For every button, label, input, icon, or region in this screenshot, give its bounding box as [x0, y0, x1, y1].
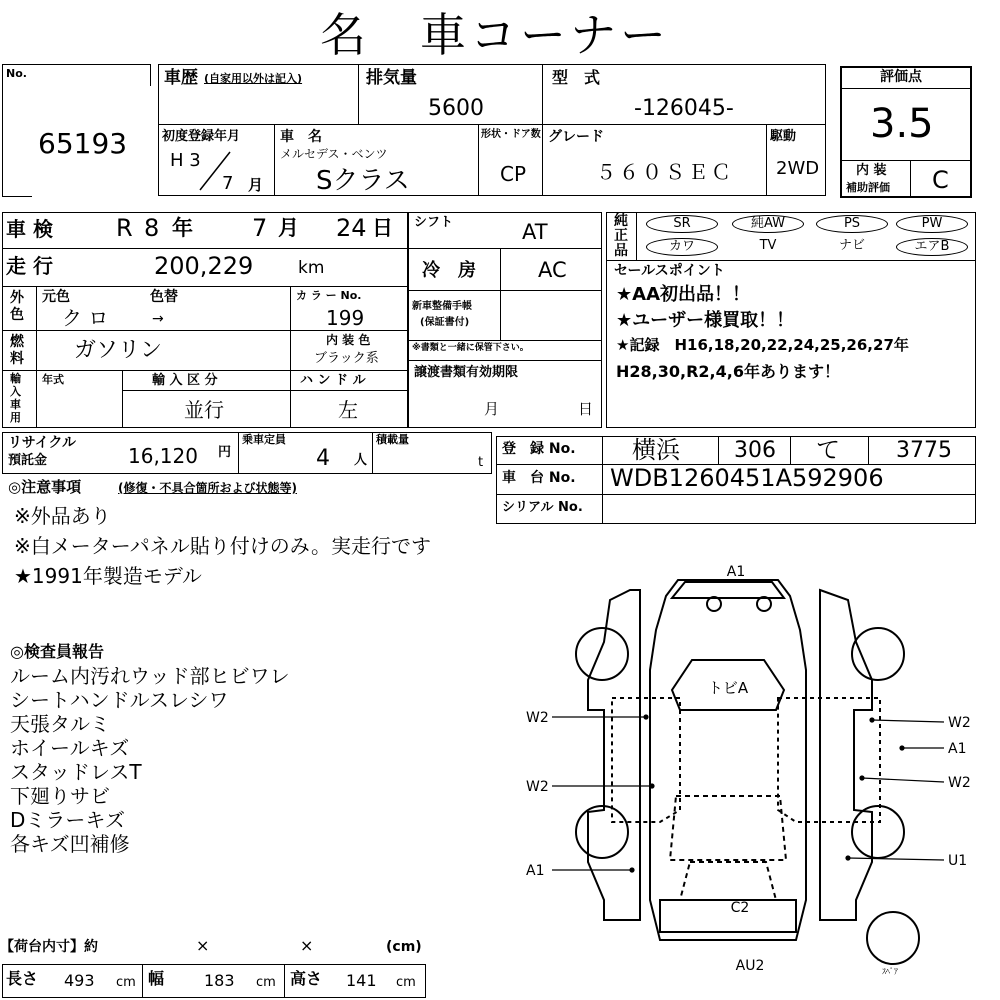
- registration-class: 306: [734, 438, 776, 463]
- grade-label: グレード: [548, 129, 604, 145]
- load-unit: t: [478, 455, 484, 470]
- inspector-line-5: スタッドレスT: [10, 760, 142, 784]
- import-side-label: 輸入車用: [10, 372, 21, 424]
- cargo-label: 【荷台内寸】約: [0, 939, 98, 955]
- inspector-line-6: 下廻りサビ: [10, 784, 110, 808]
- capacity-value: 4: [316, 446, 330, 471]
- equipment-item: SR: [646, 215, 718, 233]
- first-reg-era: H 3: [170, 150, 201, 171]
- handle-label: ハ ン ド ル: [300, 373, 366, 388]
- notes-line-3: ★1991年製造モデル: [14, 564, 202, 588]
- mileage-label: 走 行: [6, 254, 53, 278]
- sales-label: セールスポイント: [614, 263, 725, 279]
- maintenance-note: ※書類と一緒に保管下さい。: [412, 343, 529, 353]
- color-orig-value: ク ロ: [62, 306, 109, 330]
- evaluation-score: 3.5: [870, 101, 934, 147]
- inspector-line-1: ルーム内汚れウッド部ヒビワレ: [10, 664, 290, 688]
- mileage-value: 200,229: [154, 252, 254, 280]
- inspector-line-3: 天張タルミ: [10, 712, 110, 736]
- height-label: 高さ: [290, 969, 323, 988]
- notes-line-2: ※白メーターパネル貼り付けのみ。実走行です: [14, 534, 431, 558]
- shift-value: AT: [522, 220, 548, 244]
- ac-label: 冷 房: [422, 260, 476, 281]
- drive-value: 2WD: [776, 158, 820, 179]
- fuel-value: ガソリン: [74, 338, 163, 363]
- length-value: 493: [64, 971, 95, 990]
- transfer-month: 月: [484, 400, 500, 418]
- first-reg-label: 初度登録年月: [162, 129, 241, 144]
- capacity-unit: 人: [354, 453, 368, 468]
- diagram-a1-r: A1: [948, 741, 967, 757]
- recycle-unit: 円: [218, 445, 232, 460]
- handle-value: 左: [338, 398, 358, 422]
- notes-sub: (修復・不具合箇所および状態等): [118, 481, 297, 495]
- interior-color-value: ブラック系: [314, 351, 379, 366]
- notes-line-1: ※外品あり: [14, 504, 111, 528]
- width-label: 幅: [148, 969, 165, 988]
- registration-city: 横浜: [632, 436, 680, 464]
- color-orig-label: 元色: [42, 289, 70, 305]
- car-name-label: 車 名: [280, 129, 322, 145]
- inspection-era: R: [116, 214, 133, 242]
- first-reg-month-unit: 月: [248, 176, 264, 194]
- diagram-a1-l: A1: [526, 863, 545, 879]
- evaluation-label: 評価点: [880, 69, 922, 85]
- color-change-value: →: [152, 311, 164, 327]
- load-label: 積載量: [376, 433, 409, 446]
- transfer-day: 日: [578, 400, 594, 418]
- drive-label: 駆動: [770, 129, 797, 144]
- equipment-item: カワ: [646, 238, 718, 256]
- sales-line-3: ★記録 H16,18,20,22,24,25,26,27年: [616, 336, 909, 354]
- car-name-maker: メルセデス・ベンツ: [280, 147, 388, 161]
- equipment-item: 純AW: [732, 215, 804, 233]
- inspector-label: ◎検査員報告: [10, 642, 104, 661]
- cargo-x1: ×: [196, 936, 210, 955]
- interior-color-label: 内 装 色: [326, 333, 371, 347]
- diagram-tobi: トビA: [707, 679, 749, 697]
- color-no-value: 199: [326, 306, 365, 330]
- interior-label-1: 内 装: [856, 163, 887, 178]
- serial-label: シリアル No.: [502, 500, 583, 515]
- length-label: 長さ: [6, 969, 39, 988]
- inspection-day-unit: 日: [372, 216, 393, 240]
- recycle-label-2: 預託金: [8, 453, 48, 468]
- chassis-label: 車 台 No.: [502, 470, 576, 486]
- inspection-month: 7: [252, 214, 268, 242]
- length-unit: cm: [116, 975, 136, 990]
- no-label: No.: [6, 67, 27, 80]
- import-year-label: 年式: [42, 373, 64, 386]
- transfer-label: 譲渡書類有効期限: [414, 365, 519, 380]
- displacement-value: 5600: [428, 96, 484, 121]
- maintenance-label-1: 新車整備手帳: [412, 301, 472, 312]
- inspector-line-4: ホイールキズ: [10, 736, 130, 760]
- first-reg-month: 7: [222, 173, 234, 194]
- chassis-value: WDB1260451A592906: [610, 464, 884, 492]
- sales-line-2: ★ユーザー様買取！！: [616, 310, 795, 331]
- no-value: 65193: [38, 127, 128, 160]
- import-type-label: 輸 入 区 分: [152, 373, 218, 388]
- car-damage-diagram: [500, 560, 990, 980]
- inspection-year: 8: [144, 214, 160, 242]
- recycle-value: 16,120: [128, 444, 198, 468]
- history-note: (自家用以外は記入): [204, 72, 303, 85]
- height-value: 141: [346, 971, 377, 990]
- page-title: 名 車コーナー: [320, 8, 670, 62]
- sales-line-1: ★AA初出品！！: [616, 284, 750, 305]
- fuel-side-label: 燃料: [10, 334, 24, 367]
- model-value: -126045-: [634, 96, 734, 121]
- color-side-label: 外色: [10, 290, 24, 323]
- notes-label: ◎注意事項: [8, 478, 82, 496]
- registration-label: 登 録 No.: [502, 441, 576, 457]
- diagram-w2-r1: W2: [948, 715, 971, 731]
- capacity-label: 乗車定員: [242, 433, 286, 446]
- cargo-unit: (cm): [386, 939, 422, 955]
- inspector-line-7: Dミラーキズ: [10, 808, 126, 832]
- diagram-spare: ｽﾍﾟｱ: [882, 967, 898, 976]
- ac-value: AC: [538, 258, 567, 282]
- model-label: 型 式: [552, 68, 601, 87]
- equipment-item: TV: [759, 238, 777, 253]
- width-unit: cm: [256, 975, 276, 990]
- recycle-label-1: リサイクル: [8, 435, 77, 451]
- mileage-unit: km: [298, 258, 325, 278]
- diagram-au2: AU2: [735, 958, 765, 974]
- diagram-a1-top: A1: [726, 564, 746, 580]
- equipment-side-label: 純正品: [614, 213, 628, 259]
- registration-kana: て: [816, 436, 840, 464]
- height-unit: cm: [396, 975, 416, 990]
- inspector-line-2: シートハンドルスレシワ: [10, 688, 229, 712]
- inspector-line-8: 各キズ凹補修: [10, 832, 130, 856]
- diagram-w2-r2: W2: [948, 775, 971, 791]
- interior-score: C: [932, 166, 949, 194]
- diagram-u1-r: U1: [948, 853, 968, 869]
- shape-label: 形状・ドア数: [481, 129, 541, 140]
- inspection-year-unit: 年: [172, 216, 193, 240]
- sales-line-4: H28,30,R2,4,6年あります！: [616, 362, 840, 381]
- color-no-label: カ ラ ー No.: [296, 289, 362, 302]
- inspection-day: 24: [336, 214, 367, 242]
- color-change-label: 色替: [150, 289, 178, 305]
- equipment-item: エアB: [896, 238, 968, 256]
- history-label: 車歴: [164, 68, 198, 88]
- shape-value: CP: [500, 162, 527, 186]
- maintenance-label-2: (保証書付): [420, 317, 470, 328]
- shift-label: シフト: [414, 215, 454, 230]
- equipment-item: PW: [896, 215, 968, 233]
- displacement-label: 排気量: [366, 68, 417, 88]
- inspection-label: 車 検: [6, 217, 53, 241]
- car-name-value: Sクラス: [316, 166, 410, 196]
- interior-label-2: 補助評価: [846, 181, 890, 194]
- equipment-item: PS: [816, 215, 888, 233]
- no-box: [2, 64, 150, 196]
- diagram-w2-l1: W2: [526, 710, 549, 726]
- cargo-x2: ×: [300, 936, 314, 955]
- diagram-c2: C2: [730, 900, 750, 916]
- equipment-item: ナビ: [838, 238, 865, 253]
- width-value: 183: [204, 971, 235, 990]
- diagram-w2-l2: W2: [526, 779, 549, 795]
- import-type-value: 並行: [184, 398, 224, 422]
- registration-number: 3775: [896, 438, 952, 463]
- grade-value: ５６０ＳＥＣ: [596, 160, 734, 184]
- inspection-month-unit: 月: [278, 216, 299, 240]
